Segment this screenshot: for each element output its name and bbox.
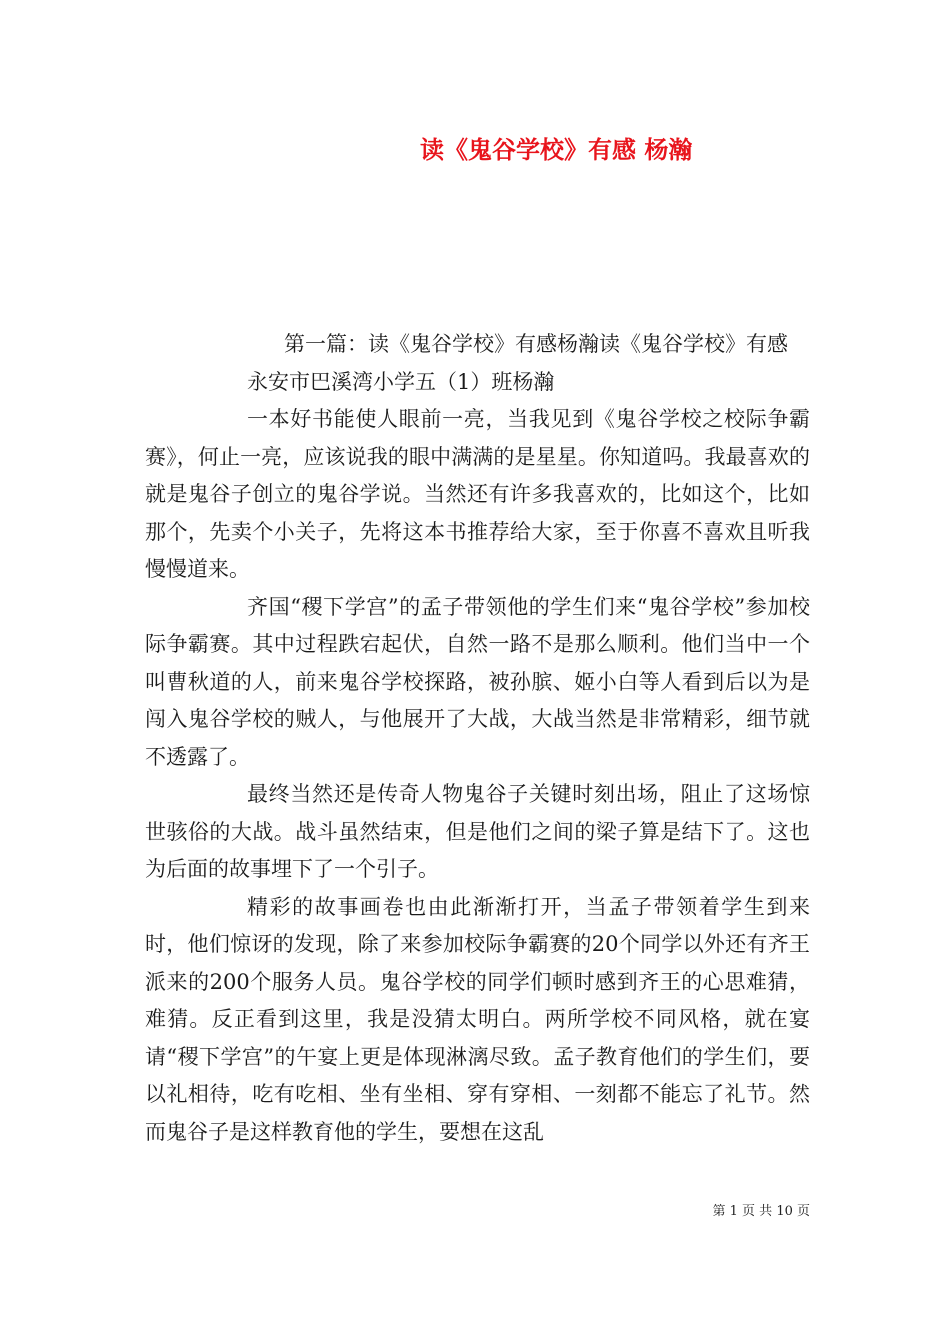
section-heading: 第一篇：读《鬼谷学校》有感杨瀚读《鬼谷学校》有感 (284, 332, 788, 356)
page-title: 读《鬼谷学校》有感 杨瀚 (420, 135, 693, 164)
author-line: 永安市巴溪湾小学五（1）班杨瀚 (247, 369, 555, 394)
paragraph-3: 最终当然还是传奇人物鬼谷子关键时刻出场，阻止了这场惊世骇俗的大战。战斗虽然结束，但是他们之间的梁子算是结下了。这也为后面的故事埋下了一个引子。 (145, 782, 810, 881)
paragraph-1: 一本好书能使人眼前一亮，当我见到《鬼谷学校之校际争霸赛》，何止一亮，应该说我的眼中满满的是星星。你知道吗。我最喜欢的就是鬼谷子创立的鬼谷学说。当然还有许多我喜欢的，比如这个，比如那个，先卖个小关子，先将这本书推荐给大家，至于你喜不喜欢且听我慢慢道来。 (145, 407, 810, 581)
document-body (145, 326, 810, 1151)
paragraph-2: 齐国“稷下学宫”的孟子带领他的学生们来“鬼谷学校”参加校际争霸赛。其中过程跌宕起伏，自然一路不是那么顺利。他们当中一个叫曹秋道的人，前来鬼谷学校探路，被孙膑、姬小白等人看到后以为是闯入鬼谷学校的贼人，与他展开了大战，大战当然是非常精彩，细节就不透露了。 (145, 594, 810, 769)
paragraph-4: 精彩的故事画卷也由此渐渐打开，当孟子带领着学生到来时，他们惊讶的发现，除了来参加校际争霸赛的20个同学以外还有齐王派来的200个服务人员。鬼谷学校的同学们顿时感到齐王的心思难猜，难猜。反正看到这里，我是没猜太明白。两所学校不同风格，就在宴请“稷下学宫”的午宴上更是体现淋漓尽致。孟子教育他们的学生们，要以礼相待，吃有吃相、坐有坐相、穿有穿相、一刻都不能忘了礼节。然而鬼谷子是这样教育他的学生，要想在这乱 (145, 894, 810, 1144)
page-number-footer: 第 1 页 共 10 页 (712, 1204, 810, 1219)
